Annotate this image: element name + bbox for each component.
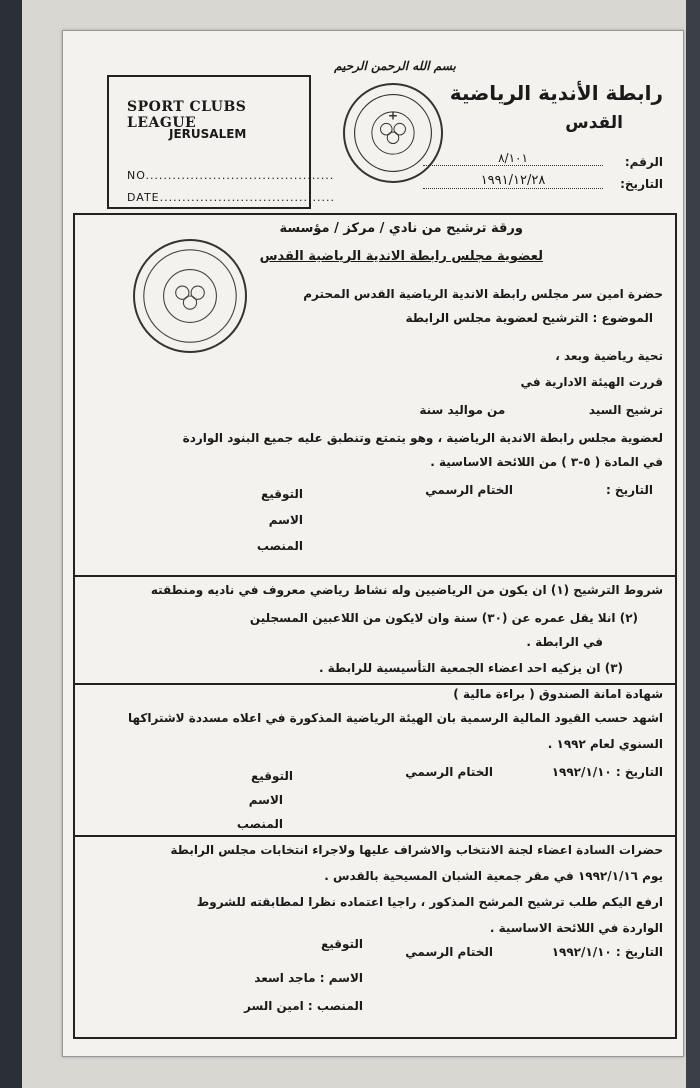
basmala: بسم الله الرحمن الرحيم	[334, 59, 456, 73]
article-line: في المادة ( ٥-٣ ) من اللائحة الاساسية .	[430, 455, 663, 469]
date-value-ar: ١٩٩١/١٢/٢٨	[423, 173, 603, 189]
name-label: الاسم	[268, 513, 303, 527]
league-city-ar: القدس	[565, 113, 623, 133]
treasury-statement: اشهد حسب القيود المالية الرسمية بان الهيئة الرياضية المذكورة في اعلاه مسددة لاشتراكها	[127, 711, 663, 725]
nomination-title: ورقة ترشيح من نادي / مركز / مؤسسة	[279, 221, 523, 236]
official-seal-label: الختام الرسمي	[425, 483, 513, 497]
candidate-line: ترشيح السيد من مواليد سنة	[419, 403, 663, 417]
binder-edge-right	[686, 0, 700, 1088]
binder-edge-left	[0, 0, 22, 1088]
condition-3: (٣) ان يزكيه احد اعضاء الجمعية التأسيسية للرابطة .	[318, 661, 623, 675]
treasury-position-label: المنصب	[236, 817, 283, 831]
treasury-name-label: الاسم	[248, 793, 283, 807]
secretary-position: المنصب : امين السر	[244, 999, 363, 1013]
treasury-year: السنوي لعام ١٩٩٢ .	[547, 737, 663, 751]
section-divider	[73, 683, 677, 685]
subject-line: الموضوع : الترشيح لعضوية مجلس الرابطة	[405, 311, 653, 325]
secretary-seal-label: الختام الرسمي	[405, 945, 493, 959]
seal-icon	[135, 241, 245, 351]
secretary-name: الاسم : ماجد اسعد	[254, 971, 363, 985]
date-field: DATE.......................................	[127, 191, 335, 204]
treasury-title: شهادة امانة الصندوق ( براءة مالية )	[453, 687, 663, 701]
treasury-seal-label: الختام الرسمي	[405, 765, 493, 779]
addressee-line: حضرة امين سر مجلس رابطة الاندية الرياضية القدس المحترم	[303, 287, 663, 301]
election-date-line: يوم ١٩٩٢/١/١٦ في مقر جمعية الشبان المسيحية بالقدس .	[324, 869, 663, 883]
nomination-subtitle: لعضوية مجلس رابطة الاندية الرياضية القدس	[259, 249, 543, 264]
league-name-en: SPORT CLUBS LEAGUE	[127, 99, 247, 131]
submission-line: ارفع اليكم طلب ترشيح المرشح المذكور ، راجيا اعتماده نظرا لمطابقته للشروط	[196, 895, 663, 909]
league-emblem-stamp	[343, 83, 443, 183]
league-seal-stamp	[133, 239, 247, 353]
signature-label: التوقيع	[261, 487, 303, 501]
date-label: التاريخ :	[605, 483, 653, 497]
position-label: المنصب	[256, 539, 303, 553]
league-name-ar: رابطة الأندية الرياضية	[449, 81, 663, 105]
condition-1: شروط الترشيح (١) ان يكون من الرياضيين وله نشاط رياضي معروف في ناديه ومنطقته	[150, 583, 663, 597]
eligibility-line: لعضوية مجلس رابطة الاندية الرياضية ، وهو يتمتع وتنطبق عليه جميع البنود الواردة	[182, 431, 663, 445]
treasury-date: التاريخ : ١٩٩٢/١/١٠	[551, 765, 663, 779]
secretary-date: التاريخ : ١٩٩٢/١/١٠	[551, 945, 663, 959]
treasury-signature-label: التوقيع	[251, 769, 293, 783]
document-page	[62, 30, 684, 1057]
english-letterhead-box	[107, 75, 335, 209]
ref-label-ar: الرقم:	[624, 155, 663, 169]
ref-number-field: NO..........................................	[127, 169, 335, 182]
section-divider	[73, 835, 677, 837]
submission-line-cont: الواردة في اللائحة الاساسية .	[489, 921, 663, 935]
greeting-line: تحية رياضية وبعد ،	[555, 349, 663, 363]
date-label-ar: التاريخ:	[620, 177, 663, 191]
emblem-icon	[345, 85, 441, 181]
condition-2-cont: في الرابطة .	[526, 635, 603, 649]
section-divider	[73, 575, 677, 577]
board-decision-line: قررت الهيئة الادارية في	[520, 375, 663, 389]
committee-address: حضرات السادة اعضاء لجنة الانتخاب والاشراف عليها ولاجراء انتخابات مجلس الرابطة	[170, 843, 663, 857]
league-city-en: JERUSALEM	[169, 127, 247, 141]
secretary-signature-label: التوقيع	[321, 937, 363, 951]
condition-2: (٢) انلا يقل عمره عن (٣٠) سنة وان لايكون من اللاعبين المسجلين	[249, 611, 638, 625]
ref-value-ar: ٨/١٠١	[423, 151, 603, 166]
